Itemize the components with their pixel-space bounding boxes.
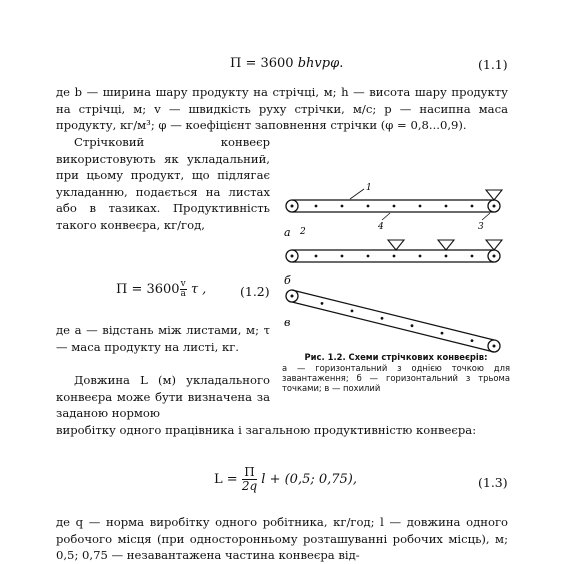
paragraph-definitions-3: де q — норма виробітку одного робітника, кг/год; l — довжина одного робочого місця (при односторонньому розташуванні робочих місць), м; 0,5; 0,75 — незавантажена частина конвеєра від- [56,515,508,563]
hopper-a [486,190,502,200]
caption-title: Рис. 1.2. Схеми стрічкових конвеєрів: [304,352,488,362]
eq3-lhs: L = [214,472,238,487]
label-1: 1 [366,183,372,193]
eq2-frac-top: v [180,279,186,289]
eq2-lhs: П = 3600 [116,282,180,297]
equation-number-1-1: (1.1) [478,57,508,72]
pulley-right-b-axle [493,255,496,258]
belt-bottom-c [292,302,494,352]
pulley-right-a-axle [493,205,496,208]
equation-1-2 [116,280,206,299]
hopper-b2 [438,240,454,250]
figure-caption [282,352,510,393]
caption-text: а — горизонтальний з однією точкою для завантаження; б — горизонтальний з трьома точками; в — похилий [282,363,510,393]
eq2-tail: τ , [190,282,207,297]
pulley-left-c-axle [291,295,294,298]
label-4: 4 [378,222,384,232]
eq1-vars: bhvpφ [297,56,340,71]
eq3-tail: l + (0,5; 0,75), [261,472,358,487]
paragraph-length-cont: виробітку одного працівника і загальною продуктивністю конвеєра: [56,423,477,437]
pulley-right-c-axle [493,345,496,348]
leader-4 [382,213,390,220]
label-c: в [284,316,291,329]
label-b: б [284,274,291,287]
hopper-b3 [486,240,502,250]
scheme-b [284,240,502,287]
label-3: 3 [478,222,484,232]
eq2-frac-bottom: a [180,289,186,299]
leader-1 [350,189,364,199]
pulley-left-a-axle [291,205,294,208]
eq3-frac-bottom: 2q [241,479,258,493]
equation-number-1-3: (1.3) [478,475,508,490]
scheme-a [284,183,502,239]
eq2-fraction [180,280,187,299]
paragraph-definitions-2: де a — відстань між листами, м; τ — маса продукту на листі, кг. [56,323,270,354]
eq3-fraction [242,466,257,493]
paragraph-definitions-1: де b — ширина шару продукту на стрічці, м; h — висота шару продукту на стрічці, м; v — швидкість руху стрічки, м/с; p — насипна маса продукту, кг/м³; φ — коефіцієнт заповнення стрічки (φ = 0,8...0,9). [56,85,508,133]
rollers-a [315,205,474,208]
equation-1-3 [214,466,357,493]
belt-top-c [292,290,494,340]
equation-number-1-2: (1.2) [240,284,270,299]
scheme-c [284,290,500,352]
rollers-c [321,302,474,342]
paragraph-conveyor-use: Стрічковий конвеєр використовують як укладальний, при цьому продукт, що підлягає укладанню, подається на листах або в тазиках. Продуктивність такого конвеєра, кг/год, [56,135,270,232]
equation-1-1 [230,56,343,71]
eq1-lhs: П = 3600 [230,56,294,71]
label-2: 2 [300,227,306,237]
hopper-b1 [388,240,404,250]
rollers-b [315,255,474,258]
eq3-frac-top: П [242,466,257,480]
pulley-left-b-axle [291,255,294,258]
paragraph-length: Довжина L (м) укладального конвеєра може бути визначена за заданою нормою [56,373,270,421]
leader-3 [482,213,490,220]
eq1-dot: . [339,56,344,71]
label-a: а [284,226,291,239]
